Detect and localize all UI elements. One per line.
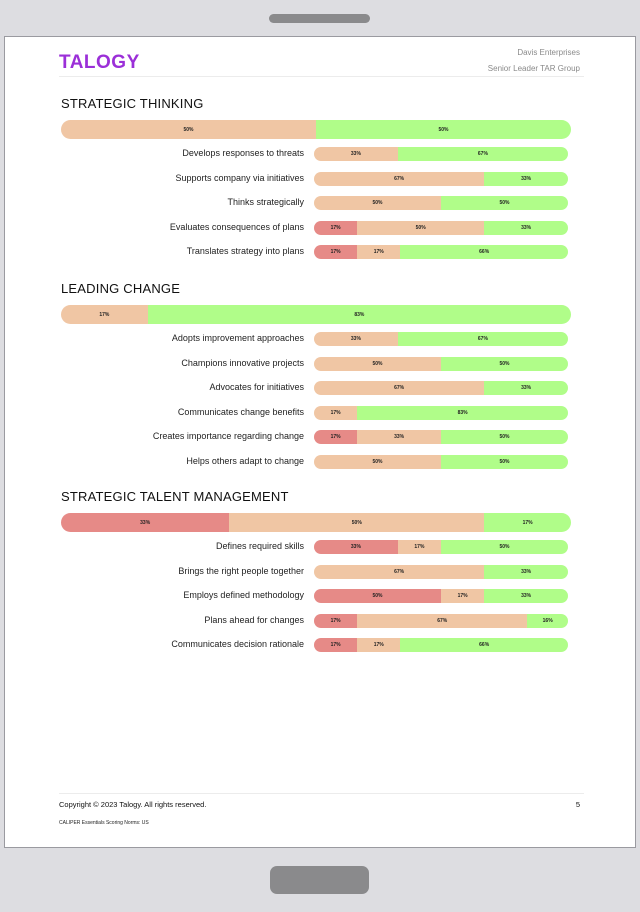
summary-bar [61,120,571,139]
behavior-bar [314,357,568,371]
bar-segment-low: 17% [314,430,357,444]
bar-segment-low: 33% [61,513,229,532]
document-page[interactable] [4,36,636,848]
behavior-bar [314,565,568,579]
bar-segment-low: 33% [314,540,398,554]
behavior-label: Adopts improvement approaches [171,333,304,343]
page-number: 5 [575,800,580,809]
behavior-bar [314,221,568,235]
speaker-slot [269,14,370,23]
bar-segment-mid: 33% [314,332,398,346]
brand-logo: TALOGY [59,52,140,73]
behavior-bar [314,430,568,444]
footer-divider [59,793,584,794]
behavior-label: Helps others adapt to change [186,455,304,466]
behavior-bar [314,245,568,259]
bar-segment-low: 17% [314,614,357,628]
bar-segment-high: 33% [484,565,568,579]
bar-segment-high: 67% [398,332,568,346]
bar-segment-low: 50% [314,589,441,603]
bar-segment-mid: 17% [441,589,484,603]
bar-segment-mid: 50% [229,513,484,532]
bar-segment-mid: 17% [357,245,400,259]
bar-segment-high: 83% [148,305,571,324]
behavior-bar [314,196,568,210]
summary-bar [61,305,571,324]
group-name: Senior Leader TAR Group [487,64,580,73]
behavior-label: Champions innovative projects [181,357,304,368]
bar-segment-high: 17% [484,513,571,532]
bar-segment-mid: 67% [357,614,527,628]
bar-segment-high: 83% [357,406,568,420]
bar-segment-mid: 33% [357,430,441,444]
behavior-label: Employs defined methodology [183,590,304,600]
bar-segment-high: 33% [484,589,568,603]
behavior-label: Communicates change benefits [177,406,304,417]
section-title: STRATEGIC TALENT MANAGEMENT [61,489,289,504]
summary-bar [61,513,571,532]
bar-segment-mid: 33% [314,147,398,161]
behavior-bar [314,332,568,346]
home-button[interactable] [270,866,369,894]
behavior-label: Translates strategy into plans [186,246,304,256]
bar-segment-low: 17% [314,245,357,259]
behavior-label: Plans ahead for changes [204,614,304,625]
behavior-bar [314,147,568,161]
scoring-norms-note: CALIPER Essentials Scoring Norms: US [59,820,149,826]
bar-segment-high: 50% [316,120,571,139]
behavior-bar [314,172,568,186]
copyright-text: Copyright © 2023 Talogy. All rights reserved. [59,800,207,809]
behavior-label: Evaluates consequences of plans [169,221,304,232]
behavior-label: Communicates decision rationale [171,639,304,649]
behavior-bar [314,381,568,395]
bar-segment-mid: 50% [314,357,441,371]
bar-segment-mid: 50% [357,221,484,235]
bar-segment-high: 33% [484,221,568,235]
bar-segment-high: 66% [400,245,568,259]
behavior-label: Thinks strategically [227,197,304,207]
behavior-label: Advocates for initiatives [209,382,304,392]
bar-segment-high: 50% [441,455,568,469]
bar-segment-low: 17% [314,221,357,235]
behavior-label: Creates importance regarding change [152,431,304,441]
bar-segment-high: 16% [527,614,568,628]
behavior-bar [314,540,568,554]
bar-segment-high: 66% [400,638,568,652]
bar-segment-mid: 67% [314,565,484,579]
bar-segment-mid: 50% [61,120,316,139]
bar-segment-high: 33% [484,172,568,186]
bar-segment-mid: 50% [314,455,441,469]
behavior-bar [314,455,568,469]
behavior-label: Defines required skills [215,541,304,551]
section-title: STRATEGIC THINKING [61,96,204,111]
bar-segment-mid: 17% [357,638,400,652]
behavior-label: Supports company via initiatives [175,172,304,183]
bar-segment-high: 67% [398,147,568,161]
bar-segment-mid: 17% [398,540,441,554]
bar-segment-mid: 67% [314,381,484,395]
behavior-bar [314,406,568,420]
bar-segment-mid: 50% [314,196,441,210]
bar-segment-high: 50% [441,196,568,210]
bar-segment-mid: 67% [314,172,484,186]
behavior-bar [314,638,568,652]
bar-segment-high: 50% [441,430,568,444]
bar-segment-mid: 17% [314,406,357,420]
behavior-bar [314,614,568,628]
behavior-label: Develops responses to threats [182,148,304,158]
behavior-label: Brings the right people together [178,565,304,576]
bar-segment-low: 17% [314,638,357,652]
behavior-bar [314,589,568,603]
bar-segment-mid: 17% [61,305,148,324]
company-name: Davis Enterprises [517,48,580,57]
header-divider [59,76,584,77]
bar-segment-high: 50% [441,357,568,371]
section-title: LEADING CHANGE [61,281,181,296]
bar-segment-high: 50% [441,540,568,554]
bar-segment-high: 33% [484,381,568,395]
